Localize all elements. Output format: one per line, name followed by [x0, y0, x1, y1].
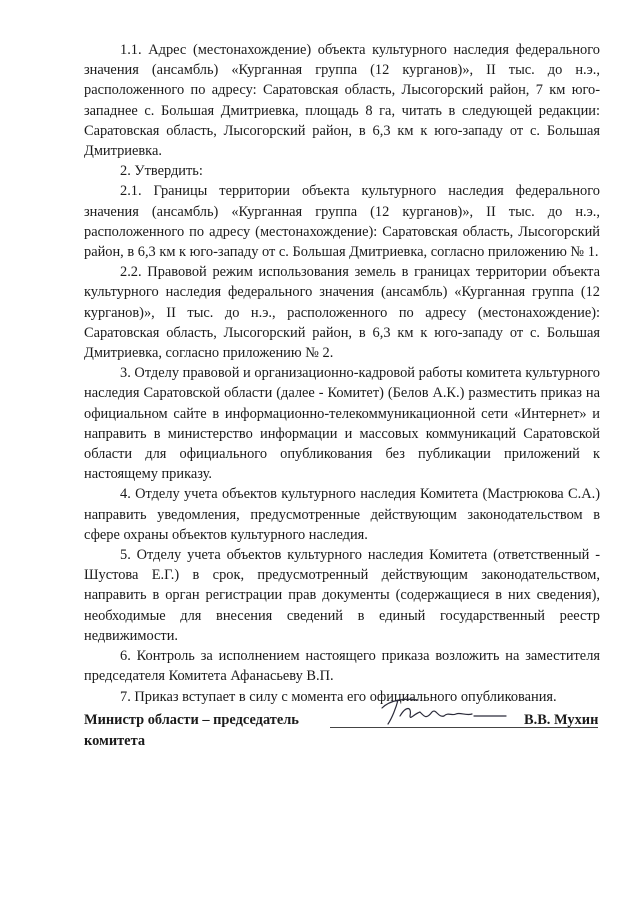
paragraph-2: 2. Утвердить:	[120, 163, 203, 180]
signatory-title	[84, 710, 334, 751]
signature-block	[84, 704, 604, 764]
paragraph-2-1: 2.1. Границы территории объекта культурного наследия федерального значения (ансамбль) «Курганная группа (12 курганов)», II тыс. до н.э., расположенного по адресу (местонахождение): Саратовская область, Лысогорский район, в 6,3 км к юго-западу от с. Большая Дмитриевка, согласно приложению № 1.	[84, 183, 600, 261]
handwritten-signature	[374, 694, 514, 730]
paragraph-3: 3. Отделу правовой и организационно-кадровой работы комитета культурного наследия Саратовской области (далее - Комитет) (Белов А.К.) разместить приказ на официальном сайте в информационно-телекоммуникационной сети «Интернет» и направить в министерство информации и массовых коммуникаций Саратовской области для официального опубликования без публикации приложений к настоящему приказу.	[84, 365, 600, 483]
paragraph-5: 5. Отделу учета объектов культурного наследия Комитета (ответственный - Шустова Е.Г.) в срок, предусмотренный действующим законодательством, направить в орган регистрации прав документы (содержащиеся в них сведения), необходимые для внесения сведений в единый государственный реестр недвижимости.	[84, 547, 600, 644]
paragraph-2-2: 2.2. Правовой режим использования земель в границах территории объекта культурного наследия федерального значения (ансамбль) «Курганная группа (12 курганов)», II тыс. до н.э., расположенного по адресу (местонахождение): Саратовская область, Лысогорский район, в 6,3 км к юго-западу от с. Большая Дмитриевка, согласно приложению № 2.	[84, 264, 600, 362]
paragraph-6: 6. Контроль за исполнением настоящего приказа возложить на заместителя председателя Комитета Афанасьеву В.П.	[84, 648, 600, 685]
paragraph-1-1: 1.1. Адрес (местонахождение) объекта культурного наследия федерального значения (ансамбль) «Курганная группа (12 курганов)», II тыс. до н.э., расположенного по адресу: Саратовская область, Лысогорский район, 7 км юго-западнее с. Большая Дмитриевка, площадь 8 га, читать в следующей редакции: Саратовская область, Лысогорский район, в 6,3 км к юго-западу от с. Большая Дмитриевка.	[84, 42, 600, 160]
document-body	[84, 40, 600, 707]
paragraph-7: 7. Приказ вступает в силу с момента его официального опубликования.	[120, 688, 557, 705]
signatory-title-line-2: комитета	[84, 732, 146, 749]
signatory-title-line-1: Министр области – председатель	[84, 712, 299, 728]
paragraph-4: 4. Отделу учета объектов культурного наследия Комитета (Мастрюкова С.А.) направить уведомления, предусмотренные действующим законодательством в сфере охраны объектов культурного наследия.	[84, 486, 600, 543]
signatory-name: В.В. Мухин	[524, 712, 599, 728]
